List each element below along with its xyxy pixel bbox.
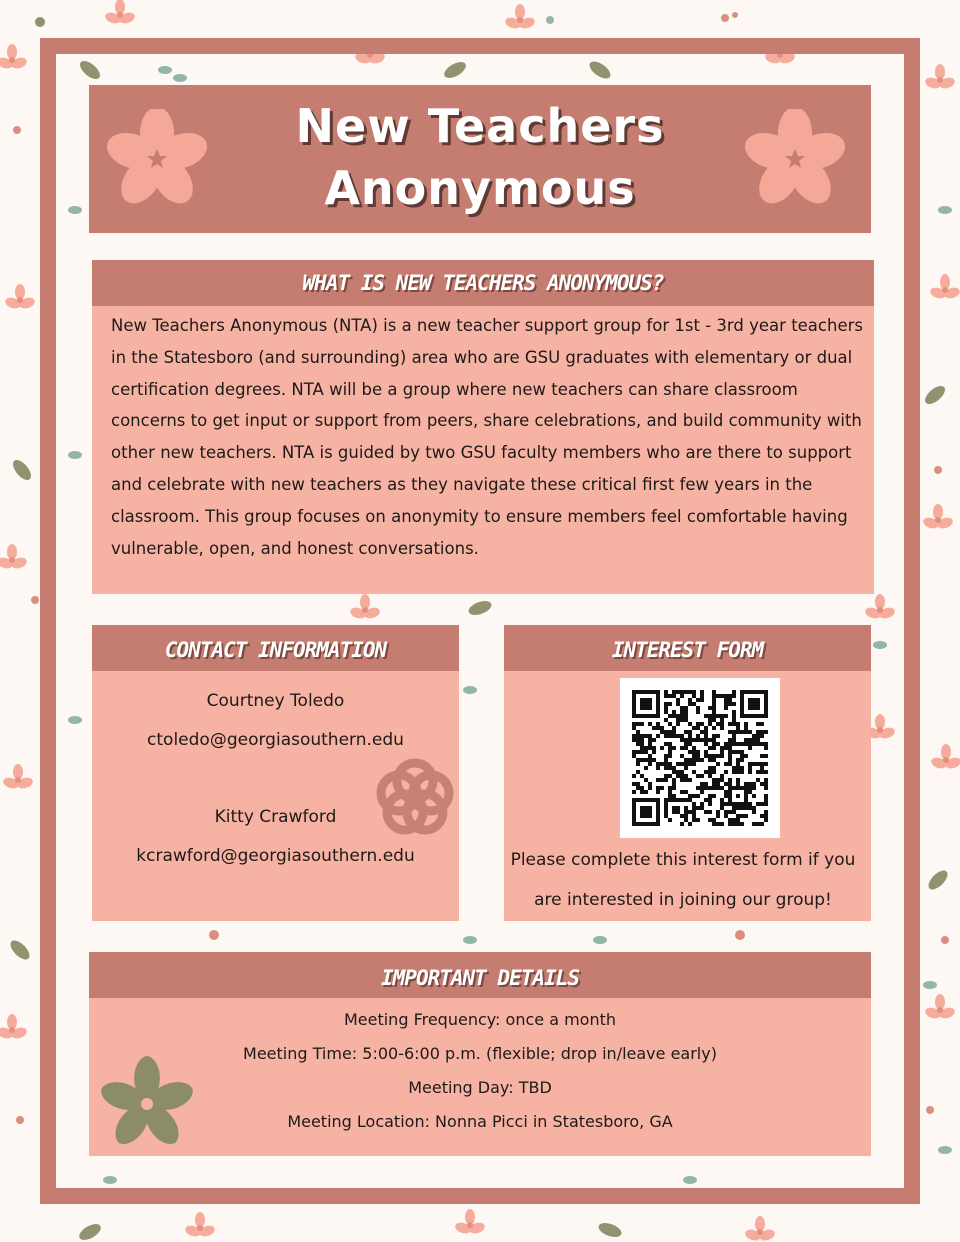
title-banner — [89, 85, 871, 233]
about-description: New Teachers Anonymous (NTA) is a new teacher support group for 1st - 3rd year teachers in the Statesboro (and surrounding) area who are GSU graduates with elementary or dual certification degrees. NTA will be a group where new teachers can share classroom concerns to get input or support from peers, share celebrations, and build community with other new teachers. NTA is guided by two GSU faculty members who are there to support and celebrate with new teachers as they navigate these critical first few years in the classroom. This group focuses on anonymity to ensure members feel comfortable having vulnerable, open, and honest conversations. — [111, 316, 863, 558]
detail-location: Meeting Location: Nonna Picci in Statesboro, GA — [287, 1112, 673, 1131]
qr-code[interactable] — [620, 678, 780, 838]
details-heading: IMPORTANT DETAILS — [89, 952, 871, 998]
contact-email-2[interactable]: kcrawford@georgiasouthern.edu — [136, 846, 415, 866]
green-flower-icon — [95, 1052, 199, 1156]
detail-day: Meeting Day: TBD — [408, 1078, 552, 1097]
title-line-1: New Teachers — [295, 99, 665, 153]
contact-name-1: Courtney Toledo — [206, 691, 345, 711]
contact-name-2: Kitty Crawford — [214, 807, 337, 827]
about-heading: WHAT IS NEW TEACHERS ANONYMOUS? — [92, 260, 874, 306]
contact-panel — [92, 625, 459, 921]
contact-email-1[interactable]: ctoledo@georgiasouthern.edu — [147, 730, 404, 750]
details-panel — [89, 952, 871, 1156]
petal-rosette-icon — [372, 755, 458, 841]
detail-time: Meeting Time: 5:00-6:00 p.m. (flexible; drop in/leave early) — [243, 1044, 717, 1063]
detail-frequency: Meeting Frequency: once a month — [343, 1010, 617, 1029]
interest-heading: INTEREST FORM — [504, 625, 871, 671]
interest-form-text: Please complete this interest form if you are interested in joining our group! — [510, 850, 856, 910]
interest-panel — [504, 625, 871, 921]
about-panel — [92, 260, 874, 594]
qr-code-icon — [632, 690, 768, 826]
title-line-2: Anonymous — [324, 161, 636, 215]
contact-heading: CONTACT INFORMATION — [92, 625, 459, 671]
page-title — [89, 95, 871, 219]
